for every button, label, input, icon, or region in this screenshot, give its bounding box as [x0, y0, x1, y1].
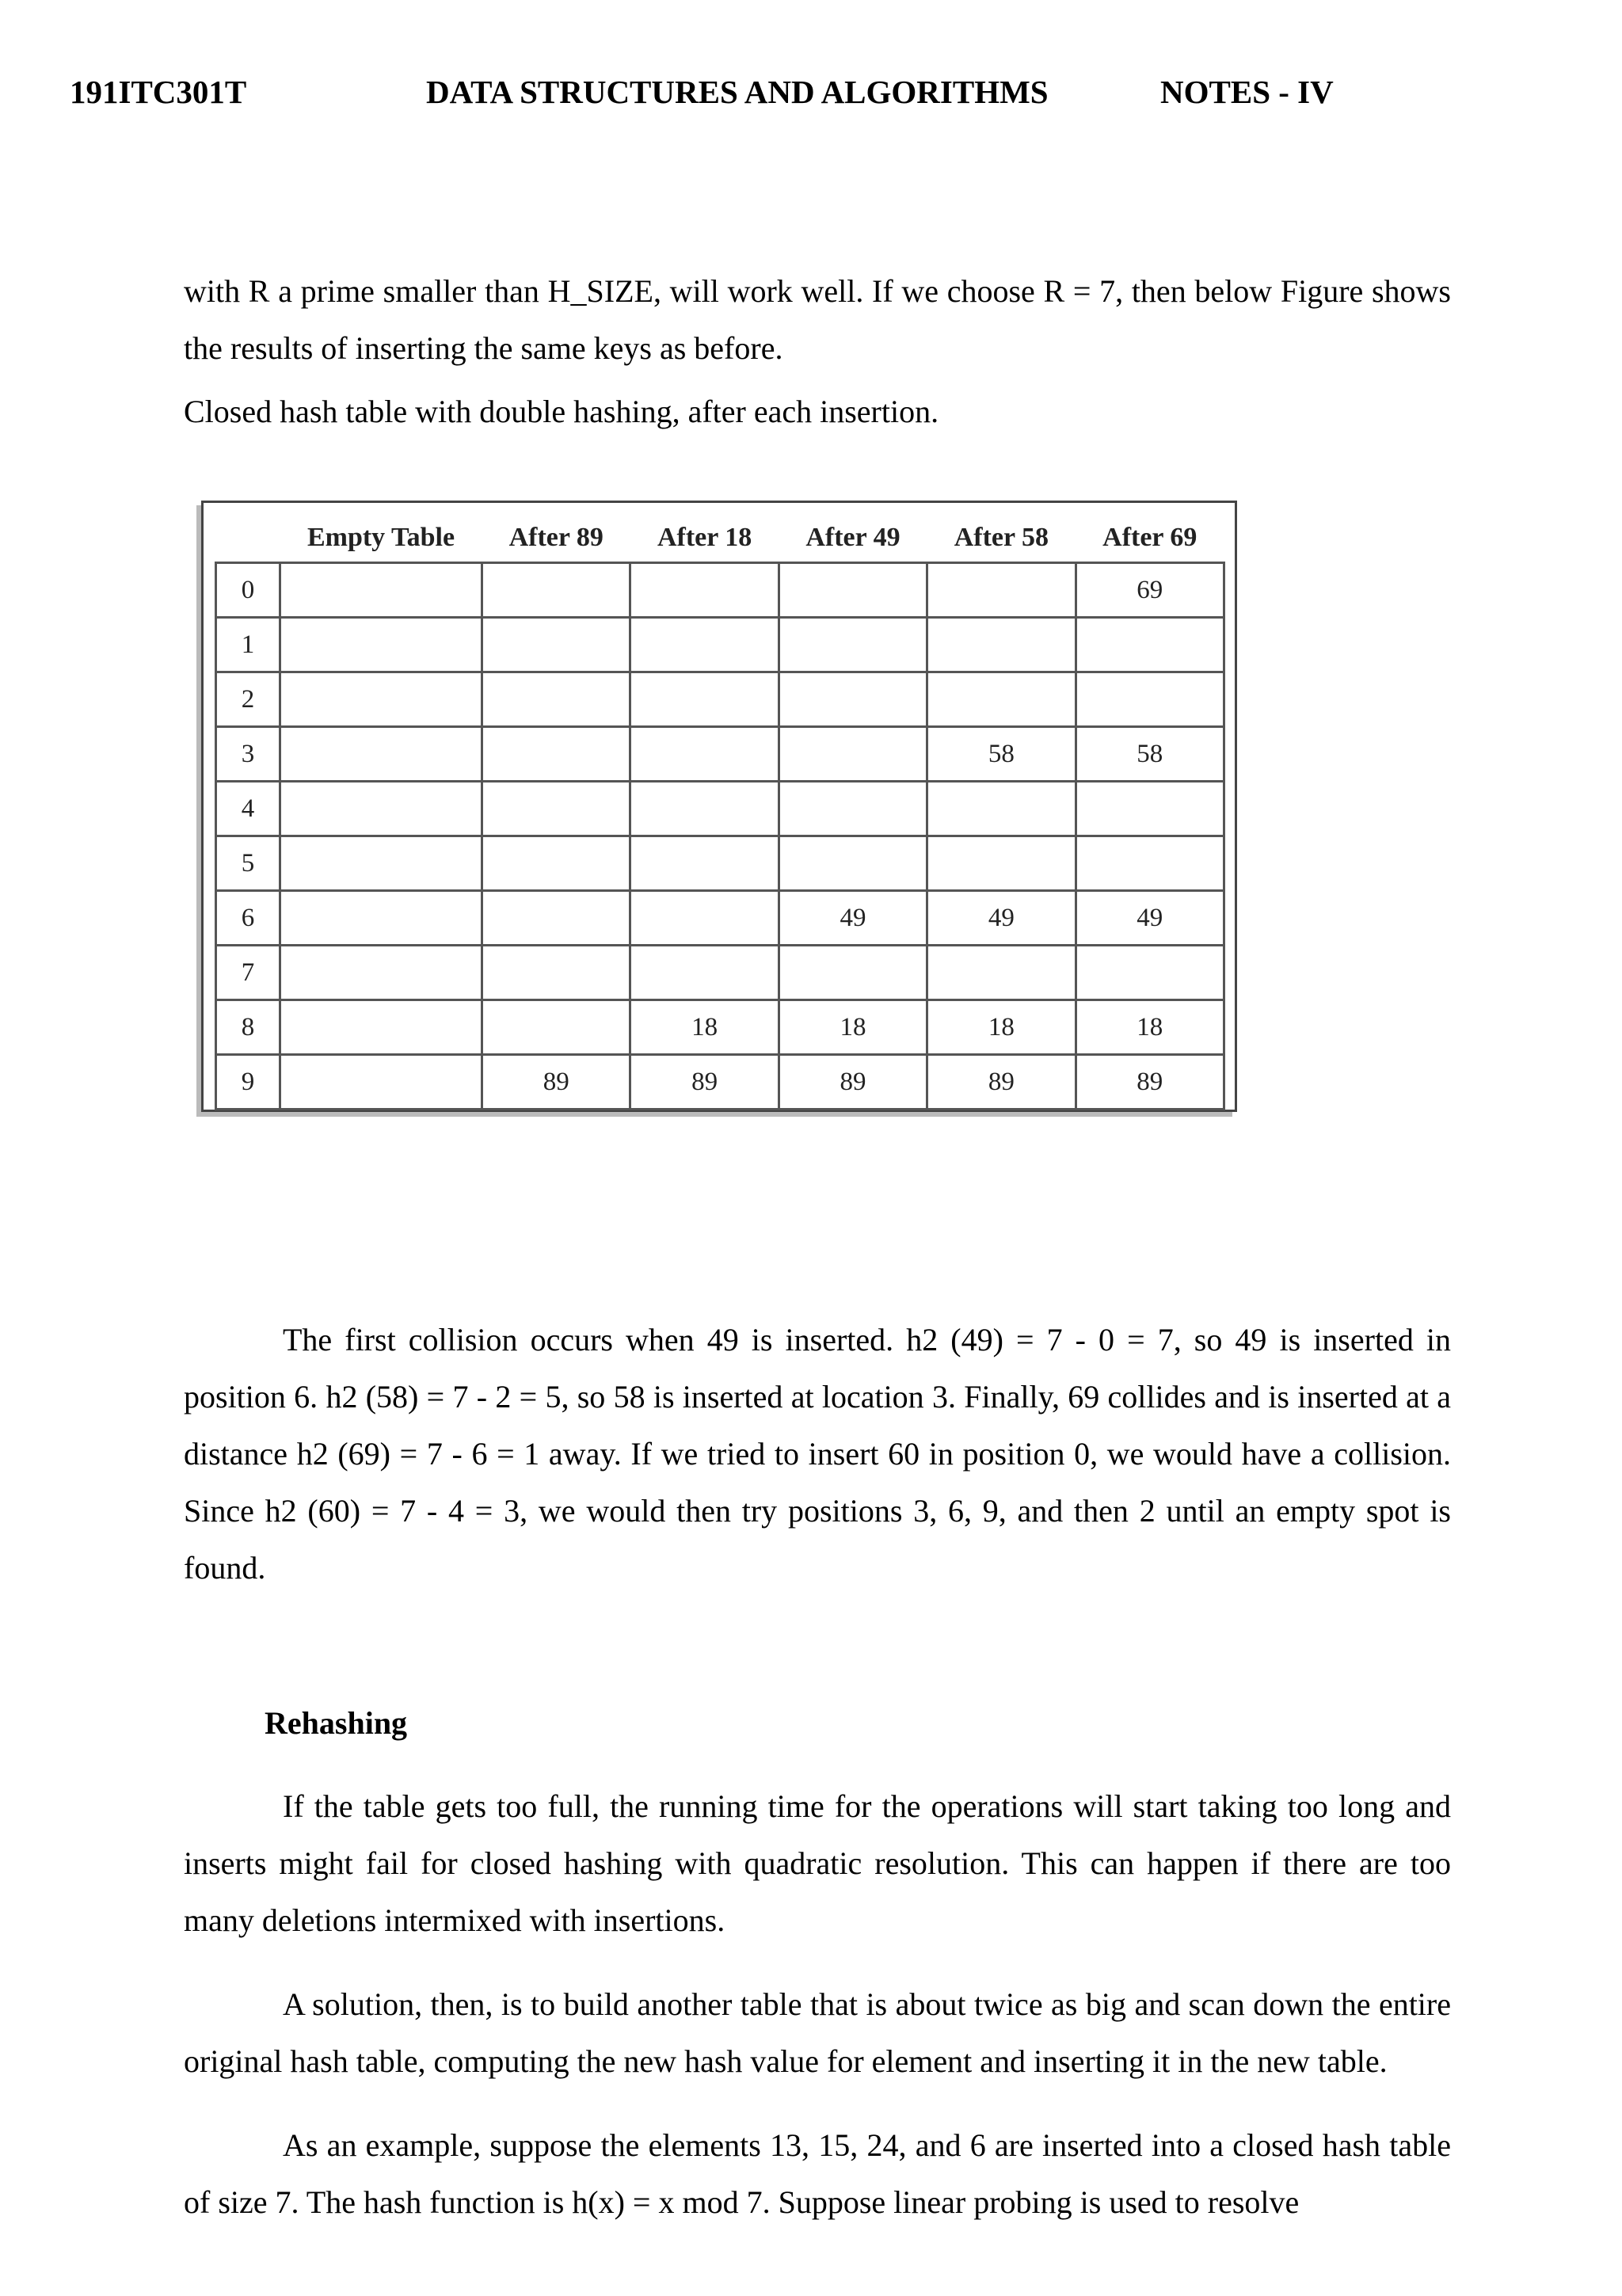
- table-row: [216, 727, 1224, 782]
- table-cell: [779, 618, 927, 672]
- table-row: [216, 672, 1224, 727]
- slot-index: 2: [216, 672, 280, 727]
- slot-index: 0: [216, 563, 280, 618]
- slot-index: 6: [216, 891, 280, 946]
- column-header: Empty Table: [307, 523, 455, 552]
- table-cell: 89: [779, 1055, 927, 1110]
- table-cell: 58: [927, 727, 1076, 782]
- table-cell: 58: [1076, 727, 1224, 782]
- table-cell: [630, 782, 779, 836]
- slot-index: 8: [216, 1000, 280, 1055]
- column-header: After 69: [1102, 523, 1197, 552]
- table-cell: [779, 672, 927, 727]
- table-cell: 49: [1076, 891, 1224, 946]
- table-cell: [630, 563, 779, 618]
- column-header: After 49: [805, 523, 900, 552]
- table-cell: [779, 836, 927, 891]
- table-header-row: [216, 514, 1224, 563]
- slot-index: 5: [216, 836, 280, 891]
- table-cell: 18: [927, 1000, 1076, 1055]
- table-cell: [1076, 836, 1224, 891]
- table-cell: 49: [927, 891, 1076, 946]
- table-cell: [280, 618, 482, 672]
- table-cell: [927, 672, 1076, 727]
- table-cell: 18: [630, 1000, 779, 1055]
- table-cell: [280, 946, 482, 1000]
- table-cell: 89: [1076, 1055, 1224, 1110]
- table-cell: [927, 563, 1076, 618]
- column-header: After 18: [657, 523, 752, 552]
- table-cell: 89: [482, 1055, 630, 1110]
- table-cell: [482, 946, 630, 1000]
- table-cell: 89: [927, 1055, 1076, 1110]
- course-title: DATA STRUCTURES AND ALGORITHMS: [426, 74, 1049, 110]
- table-cell: [630, 891, 779, 946]
- table-cell: [280, 836, 482, 891]
- table-cell: [280, 563, 482, 618]
- table-cell: [630, 727, 779, 782]
- table-cell: [1076, 782, 1224, 836]
- table-row: [216, 946, 1224, 1000]
- table-cell: [1076, 618, 1224, 672]
- table-cell: [927, 946, 1076, 1000]
- table-cell: [630, 618, 779, 672]
- slot-index: 3: [216, 727, 280, 782]
- intro-section: [184, 263, 1451, 440]
- table-row: [216, 1055, 1224, 1110]
- rehashing-paragraph-3: As an example, suppose the elements 13, 15, 24, and 6 are inserted into a closed hash table of size 7. The hash function is h(x) = x mod 7. Suppose linear probing is used to resolve: [184, 2127, 1451, 2220]
- slot-index: 1: [216, 618, 280, 672]
- table-cell: [630, 836, 779, 891]
- table-row: [216, 618, 1224, 672]
- column-header: After 58: [954, 523, 1049, 552]
- header-corner: [216, 514, 280, 563]
- double-hashing-table: [215, 514, 1225, 1110]
- table-cell: [779, 946, 927, 1000]
- table-cell: [927, 618, 1076, 672]
- table-cell: [482, 1000, 630, 1055]
- slot-index: 4: [216, 782, 280, 836]
- table-row: [216, 836, 1224, 891]
- table-cell: [280, 891, 482, 946]
- table-row: [216, 782, 1224, 836]
- table-row: [216, 563, 1224, 618]
- figure-caption: Closed hash table with double hashing, after each insertion.: [184, 394, 939, 429]
- table-cell: [280, 782, 482, 836]
- table-cell: 18: [779, 1000, 927, 1055]
- slot-index: 7: [216, 946, 280, 1000]
- rehashing-heading: Rehashing: [265, 1705, 408, 1741]
- table-row: [216, 1000, 1224, 1055]
- table-cell: 49: [779, 891, 927, 946]
- table-cell: [482, 836, 630, 891]
- table-cell: [280, 1000, 482, 1055]
- table-cell: [482, 618, 630, 672]
- table-row: [216, 891, 1224, 946]
- table-cell: [630, 672, 779, 727]
- table-cell: [280, 727, 482, 782]
- table-cell: [1076, 672, 1224, 727]
- rehashing-paragraph-2: A solution, then, is to build another table that is about twice as big and scan down the entire original hash table, computing the new hash value for element and inserting it in the new table.: [184, 1986, 1451, 2079]
- collision-section: [184, 1312, 1451, 1597]
- rehashing-section: [184, 1778, 1451, 2231]
- table-cell: [482, 782, 630, 836]
- collision-paragraph: The first collision occurs when 49 is inserted. h2 (49) = 7 - 0 = 7, so 49 is inserted in position 6. h2 (58) = 7 - 2 = 5, so 58 is inserted at location 3. Finally, 69 collides and is inserted at a distance h2 (69) = 7 - 6 = 1 away. If we tried to insert 60 in position 0, we would have a collision. Since h2 (60) = 7 - 4 = 3, we would then try positions 3, 6, 9, and then 2 until an empty spot is found.: [184, 1322, 1451, 1586]
- table-body: [216, 563, 1224, 1110]
- course-code: 191ITC301T: [70, 74, 247, 110]
- table-cell: [482, 891, 630, 946]
- table-cell: [280, 672, 482, 727]
- table-cell: [779, 563, 927, 618]
- table-cell: 18: [1076, 1000, 1224, 1055]
- table-cell: [482, 727, 630, 782]
- column-header: After 89: [508, 523, 603, 552]
- table-cell: [630, 946, 779, 1000]
- table-cell: 89: [630, 1055, 779, 1110]
- table-cell: [779, 782, 927, 836]
- table-cell: 69: [1076, 563, 1224, 618]
- table-cell: [482, 563, 630, 618]
- page-header: [70, 73, 1337, 120]
- notes-label: NOTES - IV: [1160, 74, 1334, 110]
- hash-table-figure: [201, 501, 1237, 1112]
- table-cell: [927, 782, 1076, 836]
- table-cell: [280, 1055, 482, 1110]
- slot-index: 9: [216, 1055, 280, 1110]
- table-cell: [482, 672, 630, 727]
- table-cell: [1076, 946, 1224, 1000]
- table-cell: [927, 836, 1076, 891]
- intro-paragraph: with R a prime smaller than H_SIZE, will work well. If we choose R = 7, then below Figure shows the results of inserting the same keys as before.: [184, 273, 1451, 366]
- rehashing-paragraph-1: If the table gets too full, the running time for the operations will start taking too long and inserts might fail for closed hashing with quadratic resolution. This can happen if there are too many deletions intermixed with insertions.: [184, 1788, 1451, 1938]
- table-cell: [779, 727, 927, 782]
